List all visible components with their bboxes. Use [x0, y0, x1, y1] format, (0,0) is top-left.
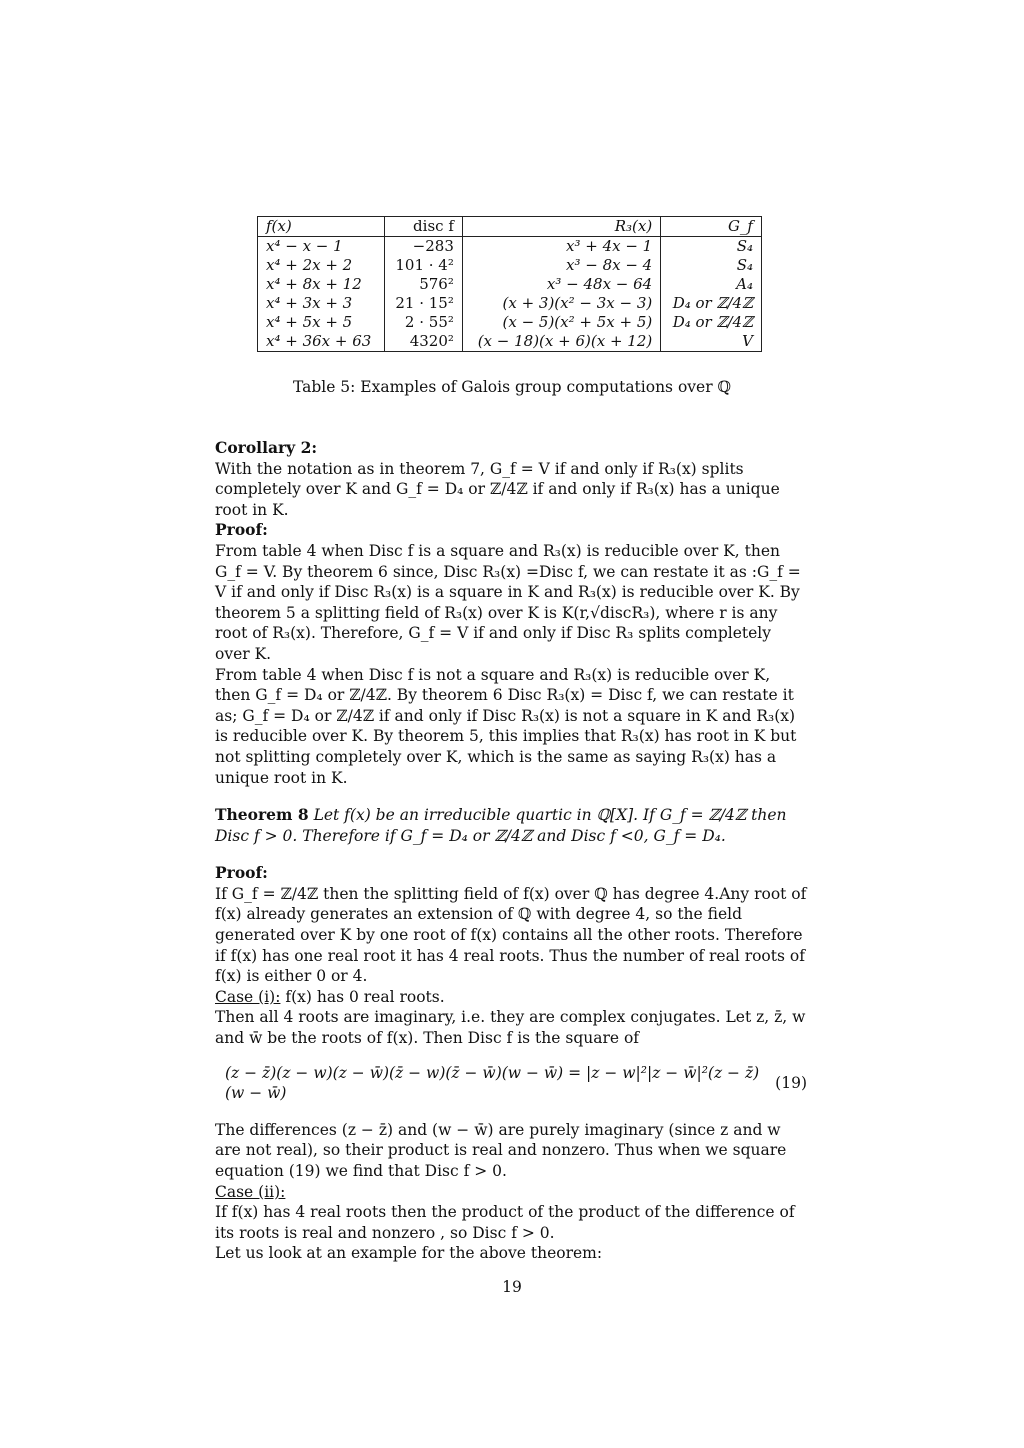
cell-fx: x⁴ + 5x + 5 [258, 313, 385, 332]
cell-resolvent: (x + 3)(x² − 3x − 3) [462, 294, 660, 313]
cell-fx: x⁴ + 2x + 2 [258, 256, 385, 275]
theorem-statement: Let f(x) be an irreducible quartic in ℚ[X]. If G_f = ℤ/4ℤ then Disc f > 0. Therefore if G_f = D₄ or ℤ/4ℤ and Disc f <0, G_f = D₄. [215, 806, 787, 845]
table-row [258, 313, 762, 332]
cell-galois-group: A₄ [661, 275, 762, 294]
cell-fx: x⁴ + 3x + 3 [258, 294, 385, 313]
table-row [258, 256, 762, 275]
case-i-text: Then all 4 roots are imaginary, i.e. they are complex conjugates. Let z, z̄, w and w̄ be the roots of f(x). Then Disc f is the square of [215, 1008, 806, 1048]
cell-galois-group: V [661, 332, 762, 352]
cell-resolvent: x³ − 48x − 64 [462, 275, 660, 294]
equation-19 [225, 1063, 807, 1104]
case-ii-label: Case (ii): [215, 1182, 286, 1201]
main-text [215, 438, 807, 1264]
proof-paragraph: If G_f = ℤ/4ℤ then the splitting field of f(x) over ℚ has degree 4.Any root of f(x) already generates an extension of ℚ with degree 4, so the field generated over K by one root of f(x) contains all the other roots. Therefore if f(x) has one real root it has 4 real roots. Thus the number of real roots of f(x) is either 0 or 4. [215, 884, 807, 986]
cell-galois-group: D₄ or ℤ/4ℤ [661, 294, 762, 313]
cell-galois-group: S₄ [661, 256, 762, 275]
proof-heading: Proof: [215, 863, 268, 883]
cell-fx: x⁴ + 8x + 12 [258, 275, 385, 294]
cell-resolvent: (x − 18)(x + 6)(x + 12) [462, 332, 660, 352]
proof-paragraph: From table 4 when Disc f is not a square and R₃(x) is reducible over K, then G_f = D₄ or ℤ/4ℤ. By theorem 6 Disc R₃(x) = Disc f, we can restate it as; G_f = D₄ or ℤ/4ℤ if and only if Disc R₃(x) is not a square in K and R₃(x) is reducible over K. By theorem 5, this implies that R₃(x) has root in K but not splitting completely over K, which is the same as saying R₃(x) has a unique root in K. [215, 665, 797, 787]
case-i-line [215, 987, 807, 1008]
header-disc: disc f [384, 217, 462, 237]
cell-disc: 576² [384, 275, 462, 294]
cell-galois-group: D₄ or ℤ/4ℤ [661, 313, 762, 332]
table-row [258, 275, 762, 294]
closing-line: Let us look at an example for the above theorem: [215, 1244, 603, 1263]
proof-paragraph: From table 4 when Disc f is a square and R₃(x) is reducible over K, then G_f = V. By theorem 6 since, Disc R₃(x) =Disc f, we can restate it as :G_f = V if and only if Disc R₃(x) is a square in K and R₃(x) is reducible over K. By theorem 5 a splitting field of R₃(x) over K is K(r,√discR₃), where r is any root of R₃(x). Therefore, G_f = V if and only if Disc R₃ splits completely over K. [215, 541, 801, 663]
table-row [258, 332, 762, 352]
table-row [258, 294, 762, 313]
table-header-row [258, 217, 762, 237]
cell-disc: 101 · 4² [384, 256, 462, 275]
corollary-text: With the notation as in theorem 7, G_f = V if and only if R₃(x) splits completely over K and G_f = D₄ or ℤ/4ℤ if and only if R₃(x) has a unique root in K. [215, 459, 780, 519]
case-i-label: Case (i): [215, 987, 281, 1006]
cell-resolvent: x³ + 4x − 1 [462, 237, 660, 257]
cell-resolvent: (x − 5)(x² + 5x + 5) [462, 313, 660, 332]
case-i-rest: f(x) has 0 real roots. [280, 987, 445, 1006]
case-ii-line [215, 1182, 807, 1203]
table-caption: Table 5: Examples of Galois group computations over ℚ [292, 378, 732, 396]
theorem-8 [215, 805, 807, 846]
header-fx: f(x) [258, 217, 385, 237]
galois-table [257, 216, 762, 352]
proof-paragraph: The differences (z − z̄) and (w − w̄) are purely imaginary (since z and w are not real), so their product is real and nonzero. Thus when we square equation (19) we find that Disc f > 0. [215, 1120, 787, 1180]
cell-disc: 21 · 15² [384, 294, 462, 313]
cell-resolvent: x³ − 8x − 4 [462, 256, 660, 275]
equation-number: (19) [775, 1073, 807, 1092]
case-ii-text: If f(x) has 4 real roots then the product of the product of the difference of its roots is real and nonzero , so Disc f > 0. [215, 1203, 795, 1242]
theorem-label: Theorem 8 [215, 805, 309, 825]
equation-body: (z − z̄)(z − w)(z − w̄)(z̄ − w)(z̄ − w̄)(w − w̄) = |z − w|²|z − w̄|²(z − z̄)(w − w̄) [225, 1063, 760, 1103]
header-galois-group: G_f [661, 217, 762, 237]
cell-fx: x⁴ + 36x + 63 [258, 332, 385, 352]
header-resolvent: R₃(x) [462, 217, 660, 237]
cell-disc: −283 [384, 237, 462, 257]
cell-galois-group: S₄ [661, 237, 762, 257]
page-number: 19 [502, 1278, 522, 1296]
cell-disc: 4320² [384, 332, 462, 352]
proof-heading: Proof: [215, 520, 268, 540]
corollary-heading: Corollary 2: [215, 438, 318, 457]
cell-fx: x⁴ − x − 1 [258, 237, 385, 257]
cell-disc: 2 · 55² [384, 313, 462, 332]
table-row [258, 237, 762, 257]
